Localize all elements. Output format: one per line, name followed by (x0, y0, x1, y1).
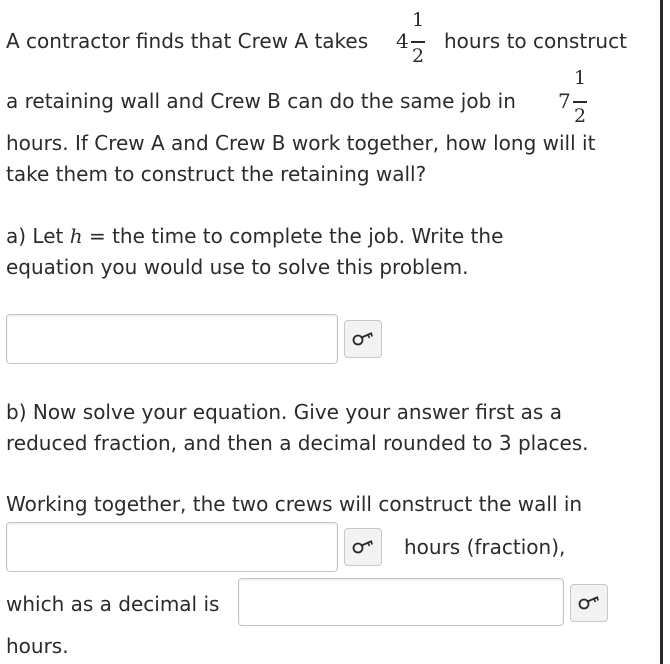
fraction-bar (411, 41, 425, 43)
decimal-prefix-label: which as a decimal is (6, 592, 220, 616)
page-right-border (660, 0, 663, 664)
key-icon (578, 595, 600, 611)
decimal-suffix-label: hours. (6, 634, 69, 658)
problem-line-2: a retaining wall and Crew B can do the same job in (6, 89, 516, 113)
whole-part: 4 (396, 29, 409, 53)
decimal-answer-input[interactable] (238, 578, 564, 626)
problem-line-3: hours. If Crew A and Crew B work together, how long will it (6, 131, 596, 155)
fraction-answer-input[interactable] (6, 522, 338, 572)
mixed-number-crew-b (558, 68, 598, 130)
fraction-bar (573, 101, 587, 103)
whole-part: 7 (558, 89, 571, 113)
fraction-suffix-label: hours (fraction), (404, 535, 566, 559)
equation-key-button[interactable] (344, 320, 382, 358)
mixed-number-crew-a (396, 10, 436, 70)
part-a-line-2: equation you would use to solve this problem. (6, 255, 469, 279)
part-b-line-2: reduced fraction, and then a decimal rounded to 3 places. (6, 431, 589, 455)
problem-line-1-end: hours to construct (444, 29, 627, 53)
part-b-line-1: b) Now solve your equation. Give your answer first as a (6, 400, 562, 424)
fraction-key-button[interactable] (344, 528, 382, 566)
equation-input[interactable] (6, 314, 338, 364)
problem-line-1-start: A contractor finds that Crew A takes (6, 29, 369, 53)
working-together-line: Working together, the two crews will construct the wall in (6, 492, 583, 516)
decimal-key-button[interactable] (570, 584, 608, 622)
part-a-line-1 (6, 223, 503, 249)
problem-line-4: take them to construct the retaining wall? (6, 162, 427, 186)
key-icon (352, 331, 374, 347)
numerator: 1 (411, 9, 425, 31)
key-icon (352, 539, 374, 555)
denominator: 2 (573, 105, 587, 127)
part-a-prefix: a) Let (6, 224, 64, 248)
denominator: 2 (411, 45, 425, 67)
part-a-suffix: = the time to complete the job. Write the (88, 224, 504, 248)
variable-h: h (69, 224, 83, 248)
numerator: 1 (573, 67, 587, 89)
